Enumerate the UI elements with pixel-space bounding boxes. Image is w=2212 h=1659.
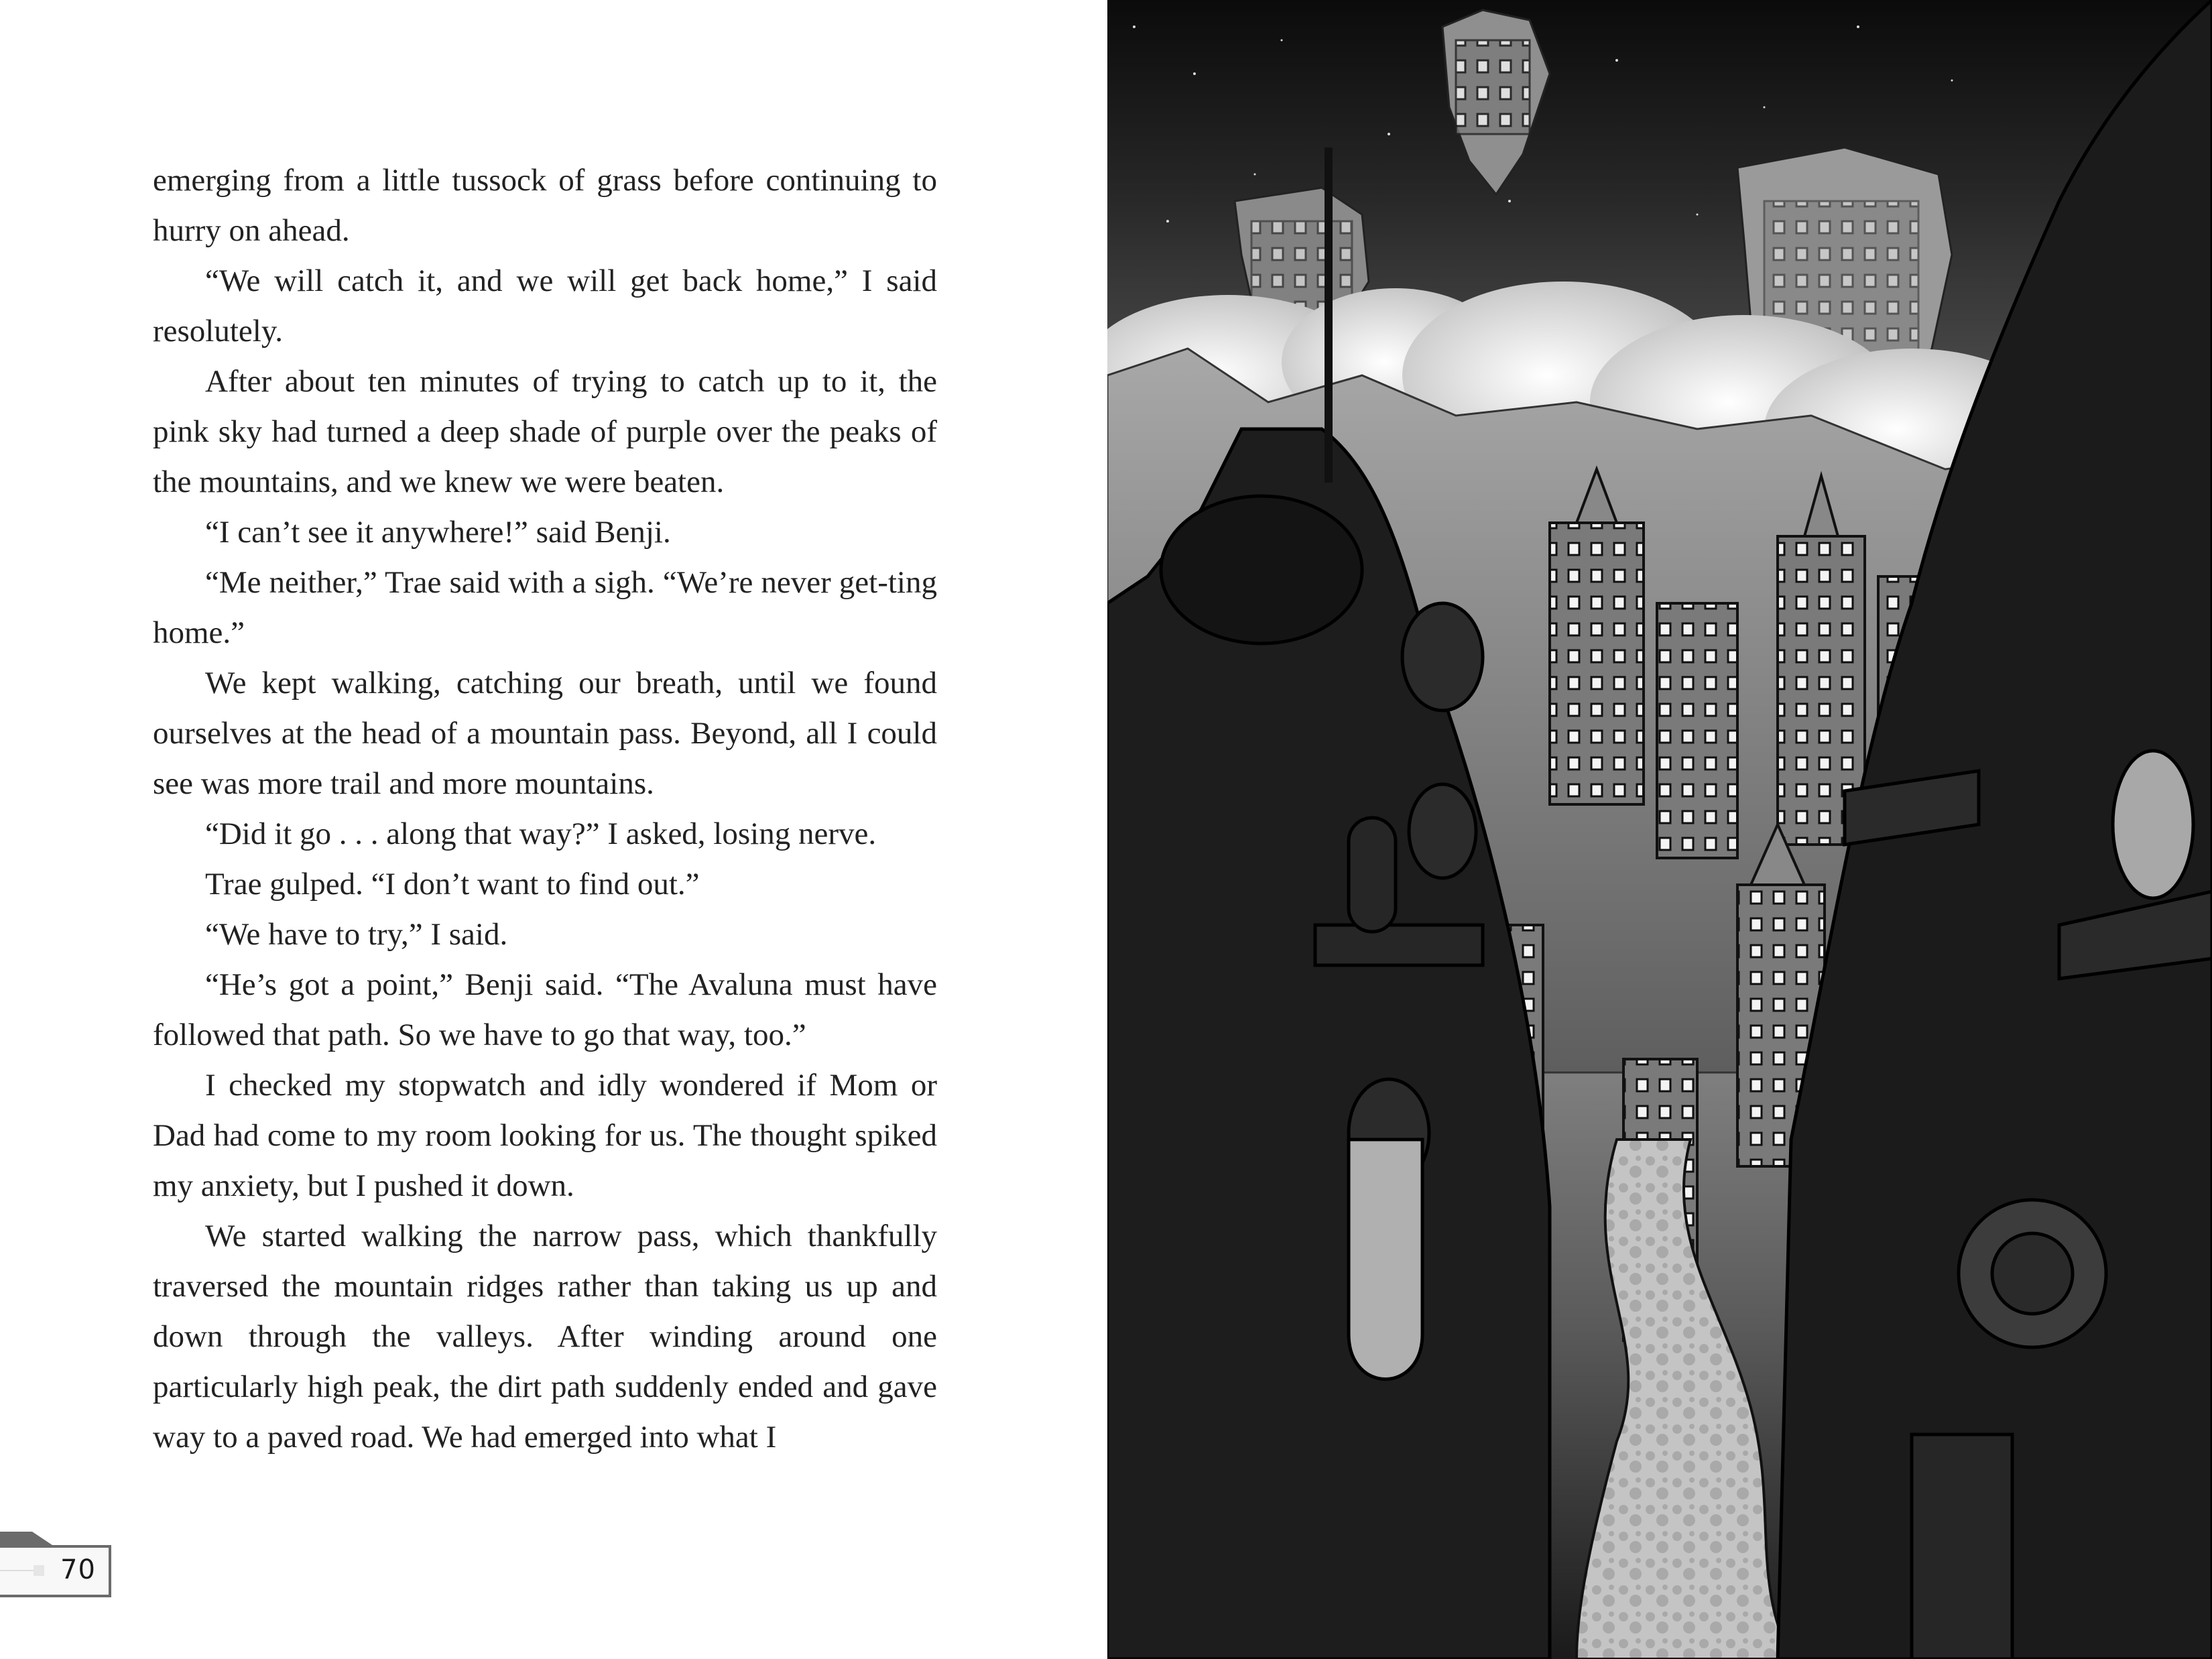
paragraph: “We have to try,” I said. [205, 917, 508, 952]
paragraph: We kept walking, catching our breath, until we found ourselves at the head of a mountain pass. Beyond, all I could see was more trail and more mountains. [153, 666, 937, 801]
page-tab-rule [0, 1570, 35, 1571]
paragraph: Trae gulped. “I don’t want to find out.” [205, 867, 700, 902]
page-number: 70 [60, 1554, 96, 1585]
page-number-tab [0, 1532, 115, 1599]
page-tab-square-icon [34, 1565, 44, 1576]
chapter-illustration [1107, 0, 2212, 1659]
paragraph: I checked my stopwatch and idly wondered if Mom or Dad had come to my room looking for us. The thought spiked my anxiety, but I pushed it down. [153, 1068, 937, 1203]
city-scene-illustration [1107, 0, 2212, 1659]
paragraph: “Me neither,” Trae said with a sigh. “We’re never get-ting home.” [153, 565, 937, 650]
paragraph: After about ten minutes of trying to catch up to it, the pink sky had turned a deep shade of purple over the peaks of the mountains, and we knew we were beaten. [153, 364, 937, 499]
body-text [153, 156, 937, 1463]
paragraph: “Did it go . . . along that way?” I asked, losing nerve. [205, 816, 877, 851]
paragraph: “He’s got a point,” Benji said. “The Avaluna must have followed that path. So we have to go that way, too.” [153, 967, 937, 1052]
paragraph: We started walking the narrow pass, which thankfully traversed the mountain ridges rather than taking us up and down through the valleys. After winding around one particularly high peak, the dirt path suddenly ended and gave way to a paved road. We had emerged into what I [153, 1219, 937, 1455]
paragraph: “We will catch it, and we will get back home,” I said resolutely. [153, 263, 937, 349]
paragraph: “I can’t see it anywhere!” said Benji. [205, 515, 671, 550]
paragraph: emerging from a little tussock of grass before continuing to hurry on ahead. [153, 163, 937, 248]
